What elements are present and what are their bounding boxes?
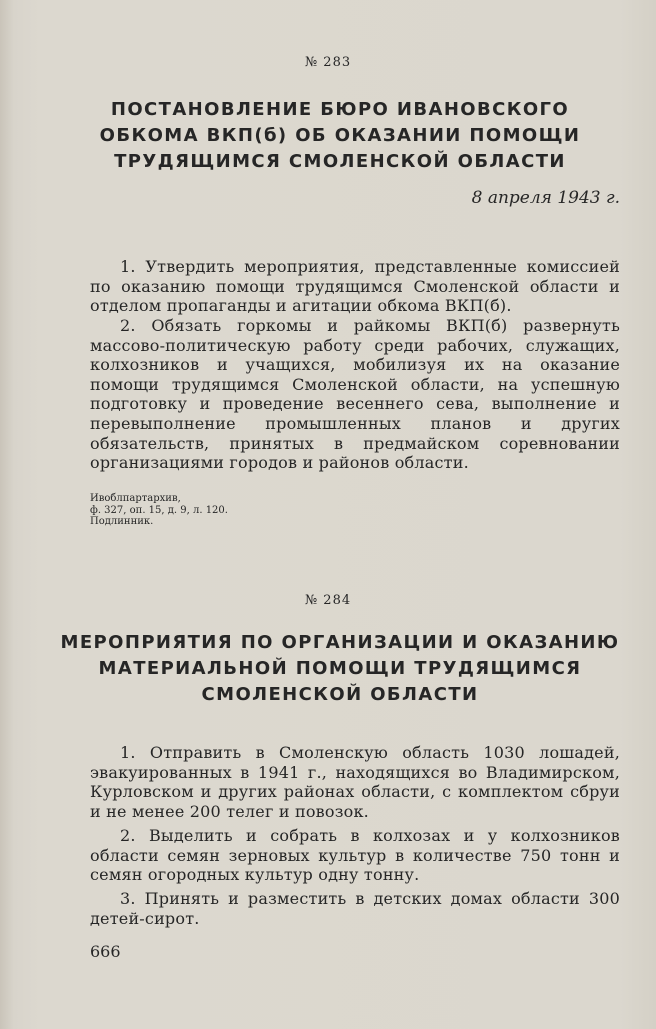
- document-number-284: № 284: [304, 593, 352, 608]
- paragraph-1: 1. Утвердить мероприятия, представленные комиссией по оказанию помощи трудящимся Смоленской области и отделом пропаганды и агитации обкома ВКП(б).: [90, 257, 620, 316]
- document-title-283: [40, 97, 640, 175]
- title-line: МЕРОПРИЯТИЯ ПО ОРГАНИЗАЦИИ И ОКАЗАНИЮ: [60, 632, 620, 653]
- source-line: ф. 327, оп. 15, д. 9, л. 120.: [90, 504, 228, 516]
- paragraph-4: 2. Выделить и собрать в колхозах и у колхозников области семян зерновых культур в количестве 750 тонн и семян огородных культур одну тонну.: [90, 826, 620, 885]
- title-line: СМОЛЕНСКОЙ ОБЛАСТИ: [201, 684, 479, 705]
- title-line: ТРУДЯЩИМСЯ СМОЛЕНСКОЙ ОБЛАСТИ: [114, 151, 566, 172]
- page-number: 666: [90, 942, 121, 961]
- document-date: 8 апреля 1943 г.: [471, 188, 620, 208]
- title-line: МАТЕРИАЛЬНОЙ ПОМОЩИ ТРУДЯЩИМСЯ: [98, 658, 582, 679]
- title-line: ПОСТАНОВЛЕНИЕ БЮРО ИВАНОВСКОГО: [110, 99, 570, 120]
- document-title-284: [40, 630, 640, 708]
- document-number-283: № 283: [304, 55, 352, 70]
- title-line: ОБКОМА ВКП(б) ОБ ОКАЗАНИИ ПОМОЩИ: [99, 125, 581, 146]
- paragraph-2: 2. Обязать горкомы и райкомы ВКП(б) развернуть массово-политическую работу среди рабочих, служащих, колхозников и учащихся, мобилизуя их на оказание помощи трудящимся Смоленской области, на успешную подготовку и проведение весеннего сева, выполнение и перевыполнение промышленных планов и других обязательств, принятых в предмайском соревновании организациями городов и районов области.: [90, 316, 620, 473]
- source-line: Ивоблпартархив,: [90, 493, 181, 504]
- paragraph-3: 1. Отправить в Смоленскую область 1030 лошадей, эвакуированных в 1941 г., находящихся во Владимирском, Курловском и других районах области, с комплектом сбруи и не менее 200 телег и повозок.: [90, 743, 620, 821]
- source-line: Подлинник.: [90, 516, 154, 527]
- paragraph-5: 3. Принять и разместить в детских домах области 300 детей-сирот.: [90, 889, 620, 928]
- archive-source: [90, 493, 228, 528]
